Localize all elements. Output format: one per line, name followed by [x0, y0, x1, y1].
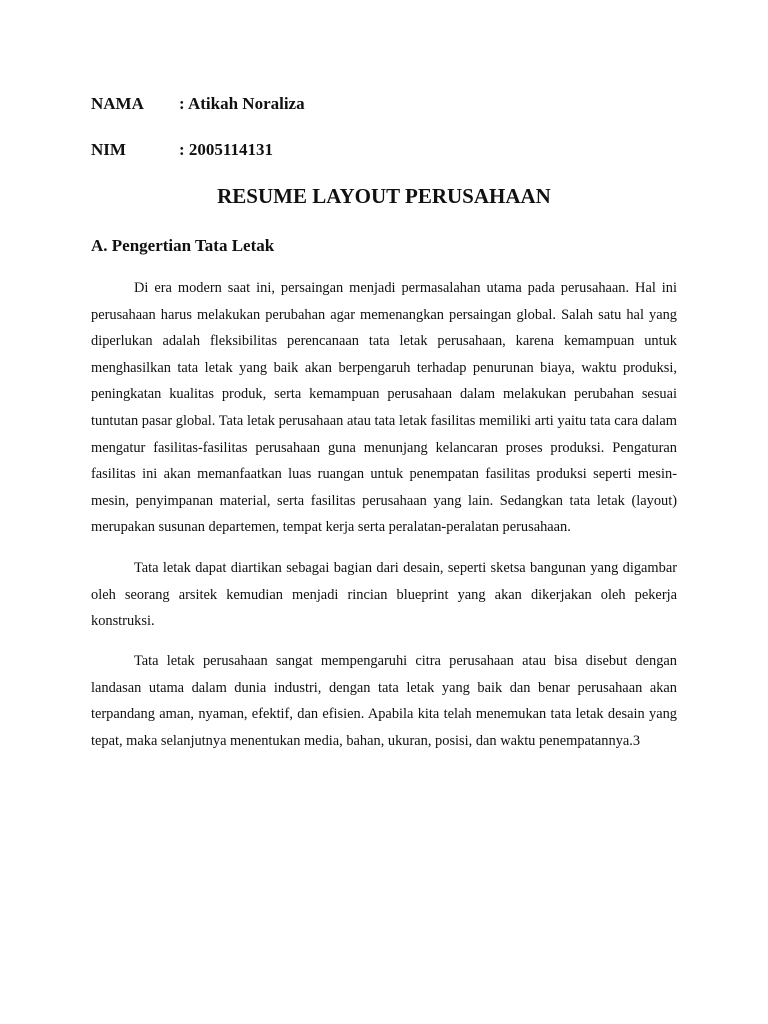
paragraph-3: Tata letak perusahaan sangat mempengaruhi citra perusahaan atau bisa disebut dengan landasan utama dalam dunia industri, dengan tata letak yang baik dan benar perusahaan akan terpandang aman, nyaman, efektif, dan efisien. Apabila kita telah menemukan tata letak desain yang tepat, maka selanjutnya menentukan media, bahan, ukuran, posisi, dan waktu penempatannya.3 — [91, 653, 677, 749]
student-id-label: NIM — [91, 140, 126, 159]
paragraph-2: Tata letak dapat diartikan sebagai bagian dari desain, seperti sketsa bangunan yang digambar oleh seorang arsitek kemudian menjadi rincian blueprint yang akan dikerjakan oleh pekerja konstruksi. — [91, 560, 677, 630]
document-title: RESUME LAYOUT PERUSAHAAN — [217, 184, 551, 208]
paragraph-1: Di era modern saat ini, persaingan menjadi permasalahan utama pada perusahaan. Hal ini perusahaan harus melakukan perubahan agar memenangkan persaingan global. Salah satu hal yang diperlukan adalah fleksibilitas perencanaan tata letak perusahaan, karena kemampuan untuk menghasilkan tata letak yang baik akan berpengaruh terhadap penurunan biaya, waktu produksi, peningkatan kualitas produk, serta kemampuan perusahaan dalam melakukan perubahan sesuai tuntutan pasar global. Tata letak perusahaan atau tata letak fasilitas memiliki arti yaitu tata cara dalam mengatur fasilitas-fasilitas perusahaan guna menunjang kelancaran proses produksi. Pengaturan fasilitas ini akan memanfaatkan luas ruangan untuk penempatan fasilitas produksi seperti mesin-mesin, penyimpanan material, serta fasilitas perusahaan yang lain. Sedangkan tata letak (layout) merupakan susunan departemen, tempat kerja serta peralatan-peralatan perusahaan. — [91, 280, 677, 536]
student-id-value: : 2005114131 — [179, 140, 273, 159]
section-heading: A. Pengertian Tata Letak — [91, 236, 275, 255]
name-label: NAMA — [91, 94, 144, 113]
name-value: : Atikah Noraliza — [179, 94, 305, 113]
